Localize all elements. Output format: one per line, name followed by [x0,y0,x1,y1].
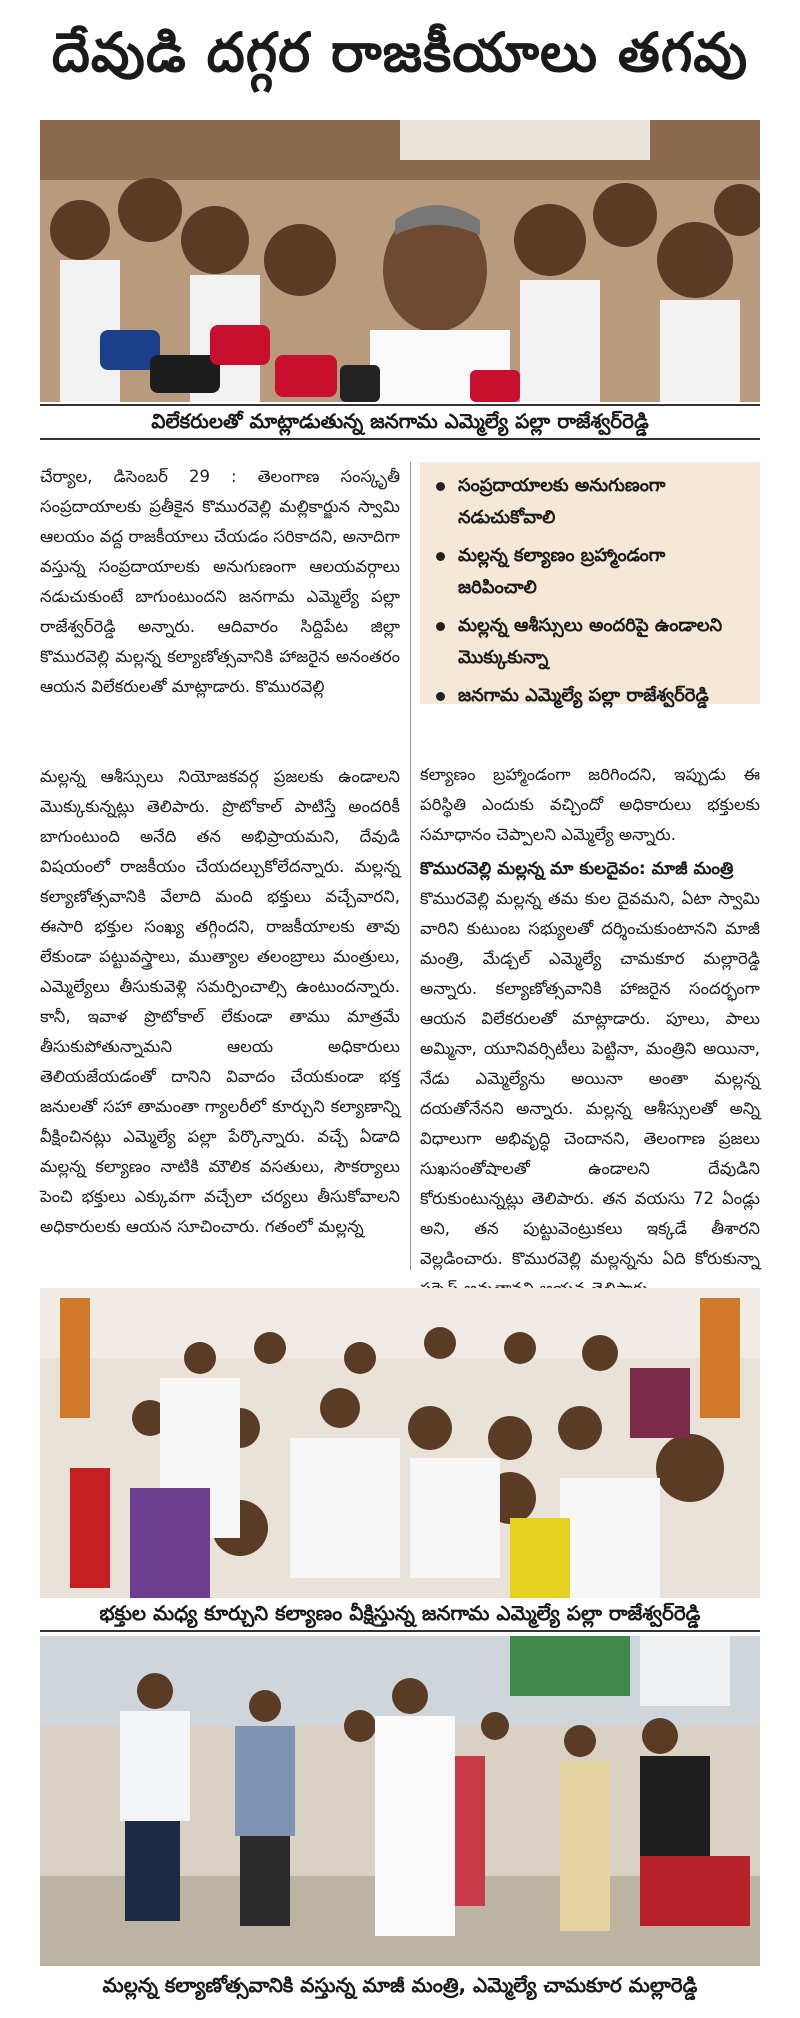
highlight-item: జనగామ ఎమ్మెల్యే పల్లా రాజేశ్వర్‌రెడ్డి [434,680,750,712]
column-divider [410,462,411,1270]
bullet-icon [436,552,445,561]
highlights-box [420,462,760,704]
article-paragraph: కొమురవెల్లి మల్లన్న తమ కుల దైవమని, ఏటా స్వామి వారిని కుటుంబ సభ్యులతో దర్శించుకుంటానని మాజీ మంత్రి, మేడ్చల్ ఎమ్మెల్యే చామకూర మల్లారెడ్డి అన్నారు. కల్యాణోత్సవానికి హాజరైన సందర్భంగా ఆయన విలేకరులతో మాట్లాడారు. పూలు, పాలు అమ్మినా, యూనివర్సిటీలు పెట్టినా, మంత్రిని అయినా, నేడు ఎమ్మెల్యేను అయినా అంతా మల్లన్న దయతోనేనని అన్నారు. మల్లన్న ఆశీస్సులతో అన్ని విధాలుగా అభివృద్ధి చెందానని, తెలంగాణ ప్రజలు సుఖసంతోషాలతో ఉండాలని దేవుడిని కోరుకుంటున్నట్లు తెలిపారు. తన వయసు 72 ఏండ్లు అని, తన పుట్టువెంట్రుకలు ఇక్కడే తీశారని వెల్లడించారు. కొమురవెల్లి మల్లన్నను ఏది కోరుకున్నా [420,889,760,1268]
bullet-icon [436,622,445,631]
photo-arrival-caption: మల్లన్న కల్యాణోత్సవానికి వస్తున్న మాజీ మంత్రి, ఎమ్మెల్యే చామకూర మల్లారెడ్డి [102,1973,698,1997]
photo-press-caption: విలేకరులతో మాట్లాడుతున్న జనగామ ఎమ్మెల్యే పల్లా రాజేశ్వర్‌రెడ్డి [151,409,649,433]
article-paragraph: కల్యాణం బ్రహ్మాండంగా జరిగిందని, ఇప్పుడు ఈ పరిస్థితి ఎందుకు వచ్చిందో అధికారులు భక్తులకు సమాధానం చెప్పాలని ఎమ్మెల్యే అన్నారు. [420,765,760,844]
headline: దేవుడి దగ్గర రాజకీయాలు తగవు [51,21,749,84]
photo-devotees-gallery [40,1288,760,1598]
photo-devotees-caption: భక్తుల మధ్య కూర్చుని కల్యాణం వీక్షిస్తున్న జనగామ ఎమ్మెల్యే పల్లా రాజేశ్వర్‌రెడ్డి [99,1601,701,1625]
article-lead-paragraph: చేర్యాల, డిసెంబర్ 29 : తెలంగాణ సంస్కృతీ సంప్రదాయాలకు ప్రతీకైన కొమురవెల్లి మల్లికార్జున స్వామి ఆలయం వద్ద రాజకీయాలు చేయడం సరికాదని, అనాదిగా వస్తున్న సంప్రదాయాలకు అనుగుణంగా ఆలయవర్గాలు నడుచుకుంటే బాగుంటుందని జనగామ ఎమ్మెల్యే పల్లా రాజేశ్వర్‌రెడ్డి అన్నారు. ఆదివారం సిద్దిపేట జిల్లా కొమురవెల్లి మల్లన్న కల్యాణోత్సవానికి హాజరైన అనంతరం ఆయన విలేకరులతో మాట్లాడారు. కొమురవెల్లి [40,467,400,696]
article-column-2 [420,760,760,1304]
highlight-item: మల్లన్న ఆశీస్సులు అందరిపై ఉండాలని మొక్కుకున్నా [434,610,750,674]
caption-rule-bottom [40,438,760,440]
article-column-1-continued [40,762,400,1242]
photo-arrival [40,1636,760,1966]
highlight-item: సంప్రదాయాలకు అనుగుణంగా నడుచుకోవాలి [434,470,750,534]
article-column-1 [40,462,400,702]
article-subhead: కొమురవెల్లి మల్లన్న మా కులదైవం: మాజీ మంత్రి [420,859,734,879]
article-paragraph: మల్లన్న ఆశీస్సులు నియోజకవర్గ ప్రజలకు ఉండాలని మొక్కుకున్నట్లు తెలిపారు. ప్రొటోకాల్ పాటిస్తే అందరికీ బాగుంటుంది అనేది తన అభిప్రాయమని, దేవుడి విషయంలో రాజకీయం చేయదల్చుకోలేదన్నారు. మల్లన్న కల్యాణోత్సవానికి వేలాది మంది భక్తులు వచ్చేవారని, ఈసారి భక్తుల సంఖ్య తగ్గిందని, రాజకీయాలకు తావు లేకుండా పట్టువస్త్రాలు, ముత్యాల తలంబ్రాలు మంత్రులు, ఎమ్మెల్యేలు తీసుకువెళ్లి సమర్పించాల్సి ఉంటుందన్నారు. కానీ, ఇవాళ ప్రొటోకాల్ లేకుండా తాము మాత్రమే తీసుకుపోతున్నామని ఆలయ అధికారులు తెలియజేయడంతో దానిని వివాదం చేయకుండా భక్త జనులతో సహా తామంతా గ్యాలరీలో కూర్చుని కల్యాణాన్ని వీక్షించినట్లు ఎమ్మెల్యే పల్లా పేర్కొన్నారు. వచ్చే ఏడాది మల్లన్న కల్యాణం నాటికి మౌలిక వసతులు, సౌకర్యాలు పెంచి భక్తులు ఎక్కువగా వచ్చేలా చర్యలు తీసుకోవాలని అధికారులకు ఆయన సూచించారు. గతంలో మల్లన్న [40,767,400,1236]
caption-rule-devotees [40,1630,760,1632]
highlight-item: మల్లన్న కల్యాణం బ్రహ్మాండంగా జరిపించాలి [434,540,750,604]
photo-press-interaction [40,120,760,402]
bullet-icon [436,692,445,701]
bullet-icon [436,482,445,491]
